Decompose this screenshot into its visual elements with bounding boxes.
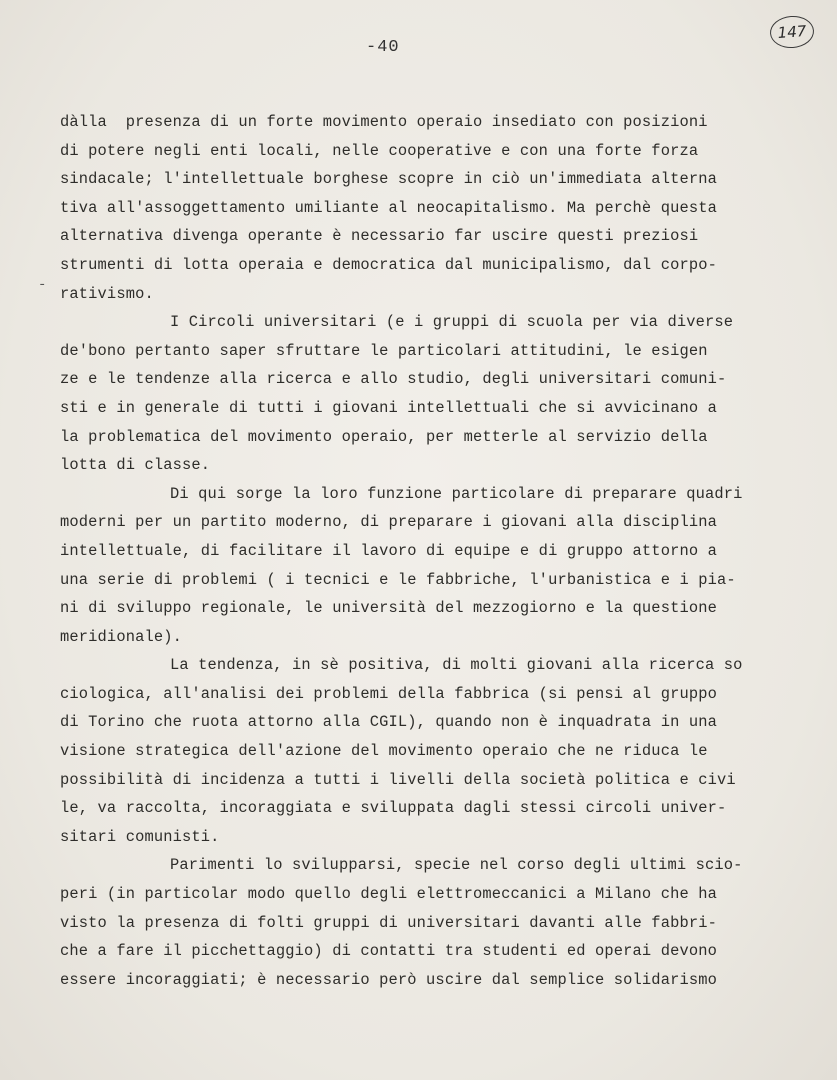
text-line: essere incoraggiati; è necessario però uscire dal semplice solidarismo [60, 970, 718, 989]
archive-number-stamp [769, 15, 815, 50]
text-line: tiva all'assoggettamento umiliante al neocapitalismo. Ma perchè questa [60, 198, 718, 217]
text-line: Parimenti lo svilupparsi, specie nel corso degli ultimi scio- [170, 856, 743, 875]
text-line: alternativa divenga operante è necessario far uscire questi preziosi [60, 227, 699, 246]
text-line: Di qui sorge la loro funzione particolare di preparare quadri [170, 484, 743, 503]
text-line: che a fare il picchettaggio) di contatti tra studenti ed operai devono [60, 942, 718, 961]
text-line: de'bono pertanto saper sfruttare le particolari attitudini, le esigen [60, 341, 708, 360]
text-line: di potere negli enti locali, nelle cooperative e con una forte forza [60, 141, 699, 160]
text-line: sti e in generale di tutti i giovani intellettuali che si avvicinano a [60, 398, 718, 417]
text-line: sindacale; l'intellettuale borghese scopre in ciò un'immediata alterna [60, 170, 718, 189]
text-line: ciologica, all'analisi dei problemi della fabbrica (si pensi al gruppo [60, 684, 718, 703]
text-line: le, va raccolta, incoraggiata e sviluppata dagli stessi circoli univer- [60, 799, 727, 818]
text-line: visto la presenza di folti gruppi di universitari davanti alle fabbri- [60, 913, 718, 932]
text-line: rativismo. [60, 284, 154, 303]
paragraph [60, 308, 775, 480]
paragraph [60, 651, 775, 851]
text-line: una serie di problemi ( i tecnici e le fabbriche, l'urbanistica e i pia- [60, 570, 736, 589]
text-line: ze e le tendenze alla ricerca e allo studio, degli universitari comuni- [60, 370, 727, 389]
paragraph [60, 851, 775, 994]
text-line: moderni per un partito moderno, di preparare i giovani alla disciplina [60, 513, 718, 532]
text-line: I Circoli universitari (e i gruppi di scuola per via diverse [170, 313, 734, 332]
text-line: visione strategica dell'azione del movimento operaio che ne riduca le [60, 742, 708, 761]
archive-number: 147 [777, 22, 807, 42]
text-line: ni di sviluppo regionale, le università del mezzogiorno e la questione [60, 599, 718, 618]
paragraph [60, 480, 775, 652]
text-line: La tendenza, in sè positiva, di molti giovani alla ricerca so [170, 656, 743, 675]
text-line: possibilità di incidenza a tutti i livelli della società politica e civi [60, 770, 736, 789]
text-line: intellettuale, di facilitare il lavoro di equipe e di gruppo attorno a [60, 541, 718, 560]
text-line: peri (in particolar modo quello degli elettromeccanici a Milano che ha [60, 885, 718, 904]
text-line: lotta di classe. [60, 456, 211, 475]
text-line: la problematica del movimento operaio, per metterle al servizio della [60, 427, 708, 446]
typewritten-text [60, 108, 775, 994]
margin-mark: - [38, 277, 47, 293]
text-line: sitari comunisti. [60, 827, 220, 846]
text-line: dàlla presenza di un forte movimento operaio insediato con posizioni [60, 113, 708, 131]
paragraph [60, 108, 775, 308]
text-line: strumenti di lotta operaia e democratica dal municipalismo, dal corpo- [60, 255, 718, 274]
text-line: meridionale). [60, 627, 183, 646]
text-line: di Torino che ruota attorno alla CGIL), quando non è inquadrata in una [60, 713, 718, 732]
page-number: -40 [366, 38, 400, 57]
